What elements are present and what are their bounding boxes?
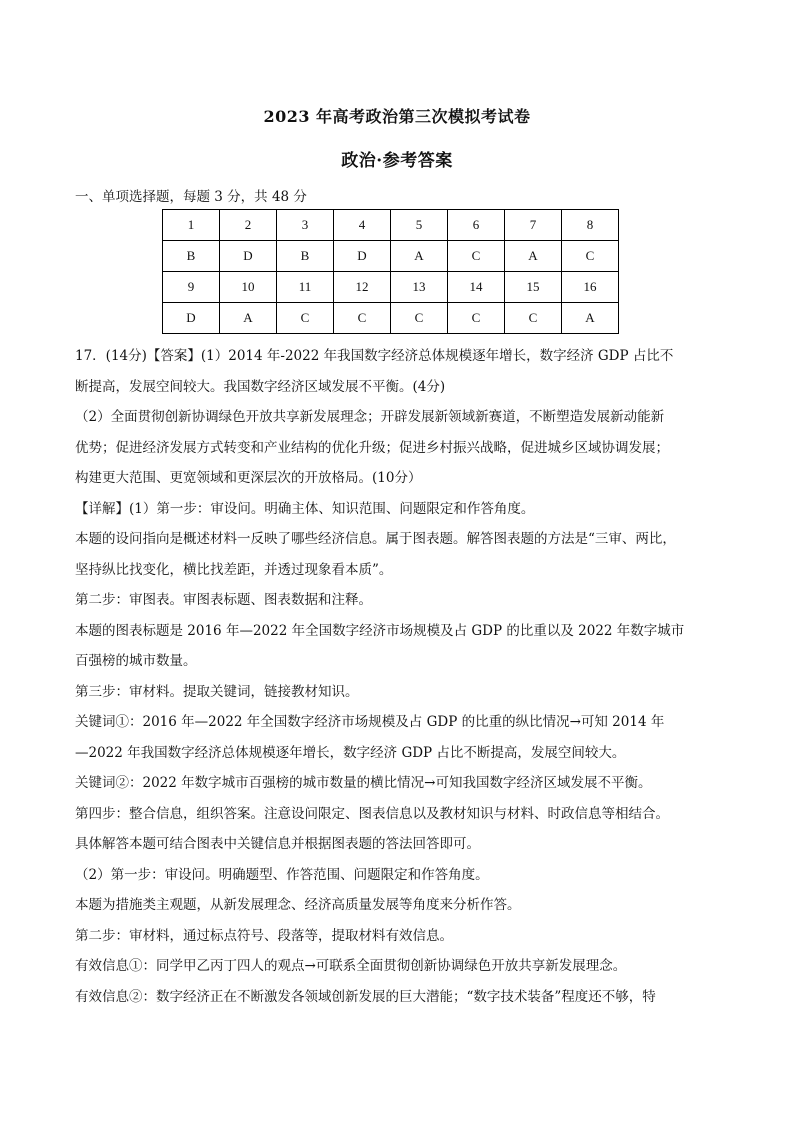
text-line: 第三步：审材料。提取关键词，链接教材知识。: [75, 683, 359, 700]
question-number-cell: 15: [505, 272, 562, 303]
question-number-cell: 16: [562, 272, 619, 303]
text-line: 优势；促进经济发展方式转变和产业结构的优化升级；促进乡村振兴战略，促进城乡区域协调发展；: [75, 439, 669, 456]
question-number-cell: 13: [391, 272, 448, 303]
answer-cell: B: [277, 241, 334, 272]
page-title: 2023 年高考政治第三次模拟考试卷: [263, 107, 531, 126]
answer-row: [163, 241, 619, 272]
question-number-cell: 10: [220, 272, 277, 303]
text-line: 百强榜的城市数量。: [75, 653, 197, 669]
text-line: 构建更大范围、更宽领域和更深层次的开放格局。(10分）: [75, 470, 422, 486]
text-line: （2）全面贯彻创新协调绿色开放共享新发展理念；开辟发展新领域新赛道，不断塑造发展新动能新: [75, 409, 665, 425]
question-number-cell: 14: [448, 272, 505, 303]
text-line: —2022 年我国数字经济总体规模逐年增长，数字经济 GDP 占比不断提高，发展空间较大。: [75, 744, 626, 761]
text-line: 【详解】(1）第一步：审设问。明确主体、知识范围、问题限定和作答角度。: [75, 500, 535, 517]
section-heading: 一、单项选择题，每题 3 分，共 48 分: [75, 189, 307, 205]
question-number-cell: 5: [391, 210, 448, 241]
question-number-cell: 7: [505, 210, 562, 241]
text-line: （2）第一步：审设问。明确题型、作答范围、问题限定和作答角度。: [75, 866, 489, 883]
question-number-cell: 4: [334, 210, 391, 241]
answer-cell: C: [505, 303, 562, 334]
answer-row: [163, 303, 619, 334]
question-number-cell: 2: [220, 210, 277, 241]
question-number-cell: 11: [277, 272, 334, 303]
question-number-cell: 8: [562, 210, 619, 241]
text-line: 具体解答本题可结合图表中关键信息并根据图表题的答法回答即可。: [75, 836, 480, 852]
answer-explanation: [75, 341, 725, 1012]
text-line: 有效信息②：数字经济正在不断激发各领域创新发展的巨大潜能；“数字技术装备”程度还不够，特: [75, 988, 656, 1005]
answer-cell: C: [334, 303, 391, 334]
text-line: 坚持纵比找变化，横比找差距，并透过现象看本质”。: [75, 561, 393, 578]
answer-cell: C: [277, 303, 334, 334]
answer-cell: D: [334, 241, 391, 272]
answer-cell: A: [391, 241, 448, 272]
text-line: 断提高，发展空间较大。我国数字经济区域发展不平衡。(4分): [75, 378, 446, 395]
text-line: 关键词①：2016 年—2022 年全国数字经济市场规模及占 GDP 的比重的纵比情况→可知 2014 年: [75, 714, 665, 730]
question-number-cell: 1: [163, 210, 220, 241]
text-line: 第二步：审材料，通过标点符号、段落等，提取材料有效信息。: [75, 927, 453, 944]
answer-cell: C: [391, 303, 448, 334]
question-number-cell: 3: [277, 210, 334, 241]
text-line: 本题的设问指向是概述材料一反映了哪些经济信息。属于图表题。解答图表题的方法是“三审、两比，: [75, 531, 676, 547]
answer-cell: D: [220, 241, 277, 272]
answer-cell: A: [220, 303, 277, 334]
question-number-row: [163, 210, 619, 241]
answer-cell: D: [163, 303, 220, 334]
text-line: 第二步：审图表。审图表标题、图表数据和注释。: [75, 592, 372, 608]
text-line: 有效信息①：同学甲乙丙丁四人的观点→可联系全面贯彻创新协调绿色开放共享新发展理念。: [75, 958, 627, 974]
question-number-cell: 9: [163, 272, 220, 303]
answer-table: [162, 209, 619, 334]
text-line: 本题为措施类主观题，从新发展理念、经济高质量发展等角度来分析作答。: [75, 897, 521, 913]
page-subtitle: 政治·参考答案: [341, 151, 453, 171]
question-number-cell: 6: [448, 210, 505, 241]
question-number-row: [163, 272, 619, 303]
question-number-cell: 12: [334, 272, 391, 303]
answer-cell: C: [448, 303, 505, 334]
answer-cell: C: [562, 241, 619, 272]
text-line: 第四步：整合信息，组织答案。注意设问限定、图表信息以及教材知识与材料、时政信息等相结合。: [75, 805, 669, 822]
answer-cell: B: [163, 241, 220, 272]
answer-cell: C: [448, 241, 505, 272]
text-line: 本题的图表标题是 2016 年—2022 年全国数字经济市场规模及占 GDP 的比重以及 2022 年数字城市: [75, 622, 685, 639]
text-line: 关键词②：2022 年数字城市百强榜的城市数量的横比情况→可知我国数字经济区域发展不平衡。: [75, 775, 652, 791]
text-line: 17．(14分)【答案】(1）2014 年-2022 年我国数字经济总体规模逐年增长，数字经济 GDP 占比不: [75, 348, 674, 364]
answer-cell: A: [562, 303, 619, 334]
answer-cell: A: [505, 241, 562, 272]
